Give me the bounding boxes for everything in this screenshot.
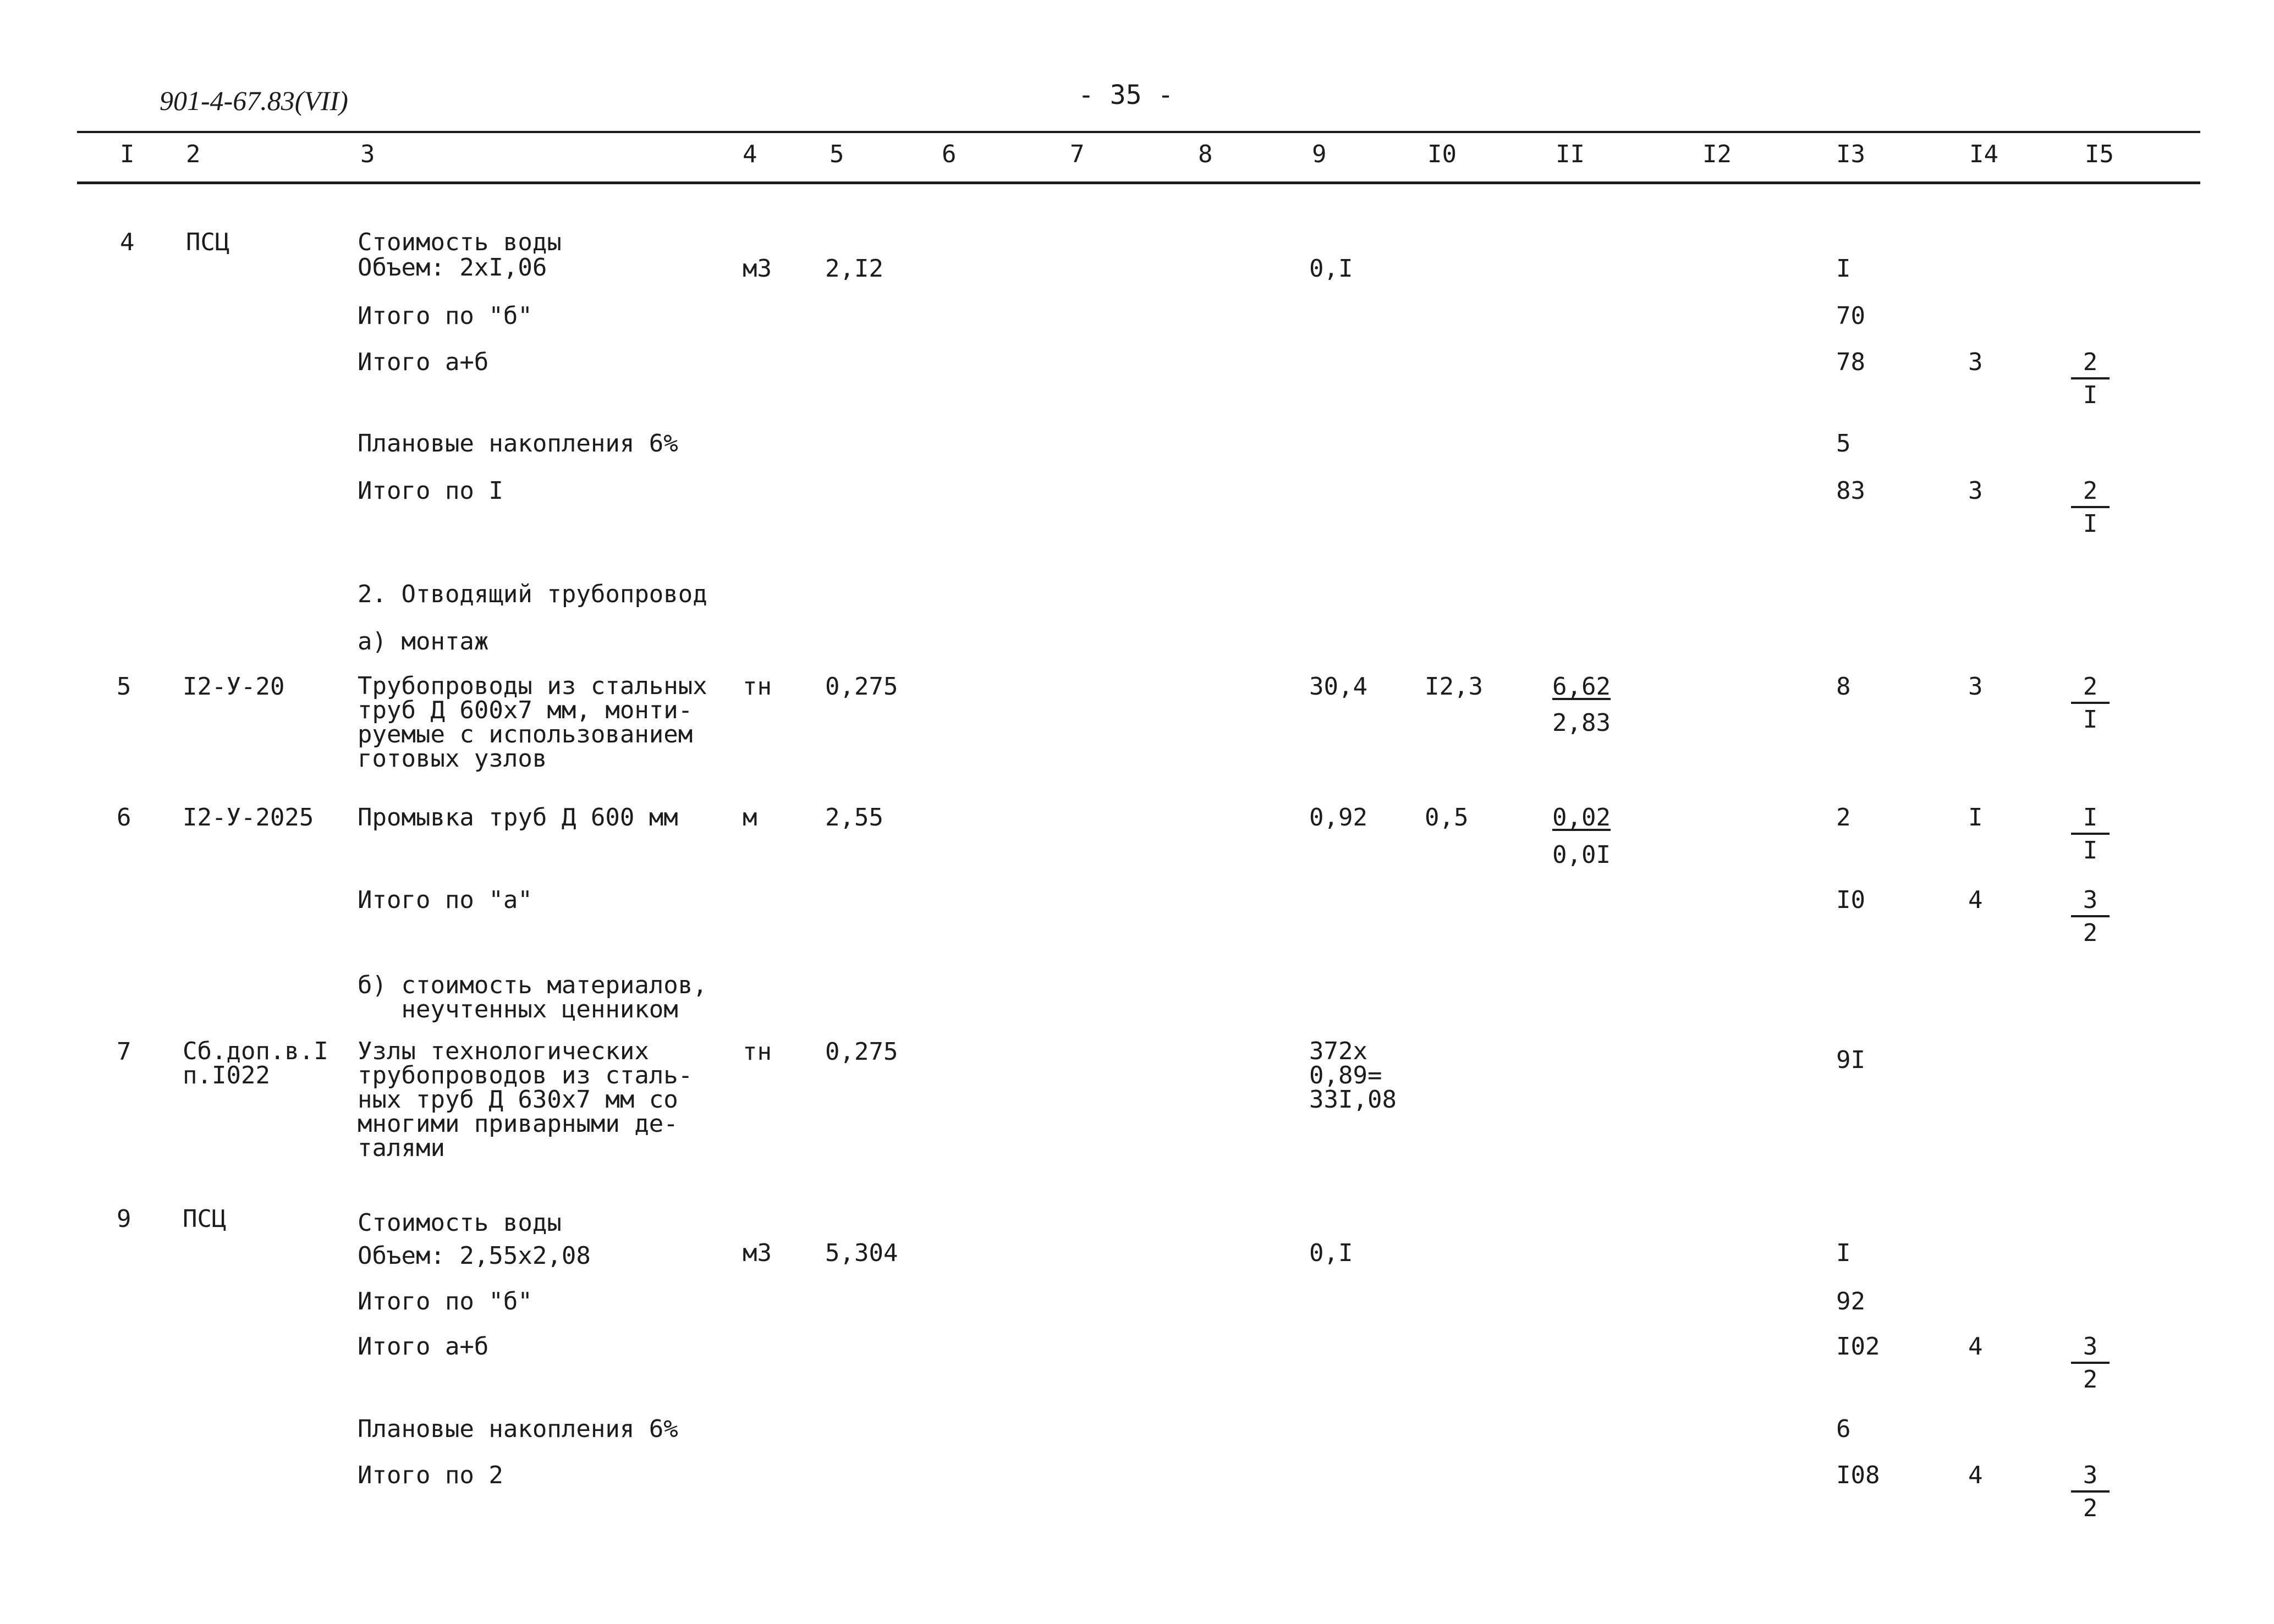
item-description: Узлы технологических трубопроводов из сталь- ных труб Д 630х7 мм со многими приварными де- талями	[358, 1037, 693, 1162]
total-cost: 6	[1836, 1415, 1851, 1443]
column-header: 4	[743, 140, 757, 168]
column-header: 9	[1312, 140, 1327, 168]
quantity: 0,275	[825, 1038, 898, 1066]
fraction-numerator: 3	[2071, 1463, 2110, 1493]
total-cost: 83	[1836, 477, 1865, 505]
subtotal-label: Плановые накопления 6%	[358, 430, 678, 458]
total-cost: 92	[1836, 1287, 1865, 1315]
fraction-numerator: 3	[2071, 888, 2110, 917]
row-number: 4	[120, 228, 135, 256]
page-number: - 35 -	[1078, 80, 1174, 111]
total-cost: I0	[1836, 886, 1865, 914]
document-code: 901-4-67.83(VII)	[160, 85, 348, 116]
fraction-value	[2071, 888, 2110, 946]
total-cost: I	[1836, 1239, 1851, 1267]
fraction-numerator: 3	[2071, 1334, 2110, 1364]
column-header: I	[120, 140, 135, 168]
column-header: 8	[1198, 140, 1213, 168]
machine-cost: 0,02	[1552, 803, 1611, 832]
total-cost: 78	[1836, 348, 1865, 376]
machine-cost: 6,62	[1552, 673, 1611, 701]
wage-cost: 0,5	[1425, 803, 1469, 832]
rate-code: I2-У-2025	[183, 803, 314, 832]
subtotal-label: Итого по I	[358, 477, 503, 505]
subtotal-label: Итого по "б"	[358, 1287, 532, 1315]
fraction-value	[2071, 674, 2110, 733]
item-description: Стоимость воды Объем: 2,55х2,08	[358, 1209, 591, 1270]
fraction-denominator: I	[2083, 381, 2098, 409]
unit: тн	[743, 673, 772, 701]
column-header: 7	[1070, 140, 1085, 168]
fraction-denominator: I	[2083, 510, 2098, 538]
section-subheading: а) монтаж	[358, 627, 489, 656]
row-number: 9	[117, 1205, 131, 1233]
fraction-denominator: 2	[2083, 919, 2098, 947]
rate-code: Сб.доп.в.I п.I022	[183, 1037, 328, 1089]
row-number: 7	[117, 1038, 131, 1066]
item-description: Трубопроводы из стальных труб Д 600х7 мм, монти- руемые с использованием готовых узлов	[358, 672, 707, 773]
section-heading: 2. Отводящий трубопровод	[358, 580, 707, 608]
subtotal-label: Плановые накопления 6%	[358, 1415, 678, 1443]
wage-cost: I2,3	[1425, 673, 1483, 701]
rate-code: I2-У-20	[183, 673, 285, 701]
total-cost: I08	[1836, 1461, 1880, 1489]
total-cost: 2	[1836, 803, 1851, 832]
header-rule-top	[77, 131, 2200, 133]
subtotal-label: Итого по 2	[358, 1461, 503, 1489]
labor-cost: I	[1968, 803, 1983, 832]
total-cost: 8	[1836, 673, 1851, 701]
fraction-denominator: 2	[2083, 1366, 2098, 1394]
unit-cost: 0,92	[1309, 803, 1367, 832]
quantity: 5,304	[825, 1239, 898, 1267]
item-description: Промывка труб Д 600 мм	[358, 803, 678, 832]
column-header: 6	[942, 140, 957, 168]
total-cost: 9I	[1836, 1046, 1865, 1074]
total-cost: 70	[1836, 302, 1865, 330]
column-header: 3	[360, 140, 375, 168]
total-cost: 5	[1836, 430, 1851, 458]
fraction-denominator: 2	[2083, 1494, 2098, 1522]
fraction-value	[2071, 1463, 2110, 1521]
fraction-value	[2071, 478, 2110, 537]
fraction-denominator: I	[2083, 836, 2098, 865]
subtotal-label: Итого по "а"	[358, 886, 532, 914]
machine-wage: 2,83	[1552, 709, 1611, 737]
column-header: II	[1556, 140, 1585, 168]
quantity: 0,275	[825, 673, 898, 701]
column-header: I4	[1969, 140, 1998, 168]
labor-cost: 4	[1968, 1333, 1983, 1361]
fraction-value	[2071, 805, 2110, 863]
labor-cost: 3	[1968, 673, 1983, 701]
column-header: I5	[2085, 140, 2114, 168]
fraction-numerator: 2	[2071, 350, 2110, 379]
column-header: 5	[830, 140, 844, 168]
unit: м3	[743, 255, 772, 283]
row-number: 5	[117, 673, 131, 701]
unit-cost: 0,I	[1309, 255, 1353, 283]
unit: м3	[743, 1239, 772, 1267]
fraction-numerator: 2	[2071, 478, 2110, 508]
unit: м	[743, 803, 757, 832]
column-header: I0	[1427, 140, 1457, 168]
total-cost: I02	[1836, 1333, 1880, 1361]
labor-cost: 4	[1968, 886, 1983, 914]
unit-cost: 30,4	[1309, 673, 1367, 701]
unit-cost: 0,I	[1309, 1239, 1353, 1267]
subtotal-label: Итого по "б"	[358, 302, 532, 330]
quantity: 2,I2	[825, 255, 883, 283]
row-number: 6	[117, 803, 131, 832]
unit: тн	[743, 1038, 772, 1066]
header-rule-bottom	[77, 181, 2200, 184]
subtotal-label: Итого а+б	[358, 348, 489, 376]
column-header: 2	[186, 140, 201, 168]
column-header: I2	[1702, 140, 1732, 168]
labor-cost: 4	[1968, 1461, 1983, 1489]
fraction-value	[2071, 1334, 2110, 1392]
machine-wage: 0,0I	[1552, 841, 1611, 869]
labor-cost: 3	[1968, 348, 1983, 376]
subtotal-label: Итого а+б	[358, 1333, 489, 1361]
rate-code: ПСЦ	[183, 1205, 227, 1233]
fraction-value	[2071, 350, 2110, 408]
labor-cost: 3	[1968, 477, 1983, 505]
fraction-numerator: I	[2071, 805, 2110, 835]
quantity: 2,55	[825, 803, 883, 832]
column-header: I3	[1836, 140, 1865, 168]
unit-cost: 372х 0,89= 33I,08	[1309, 1037, 1397, 1114]
total-cost: I	[1836, 255, 1851, 283]
section-subheading: б) стоимость материалов, неучтенных ценником	[358, 971, 707, 1023]
fraction-denominator: I	[2083, 706, 2098, 734]
fraction-numerator: 2	[2071, 674, 2110, 704]
rate-code: ПСЦ	[186, 228, 230, 256]
item-description: Стоимость воды Объем: 2хI,06	[358, 228, 562, 282]
